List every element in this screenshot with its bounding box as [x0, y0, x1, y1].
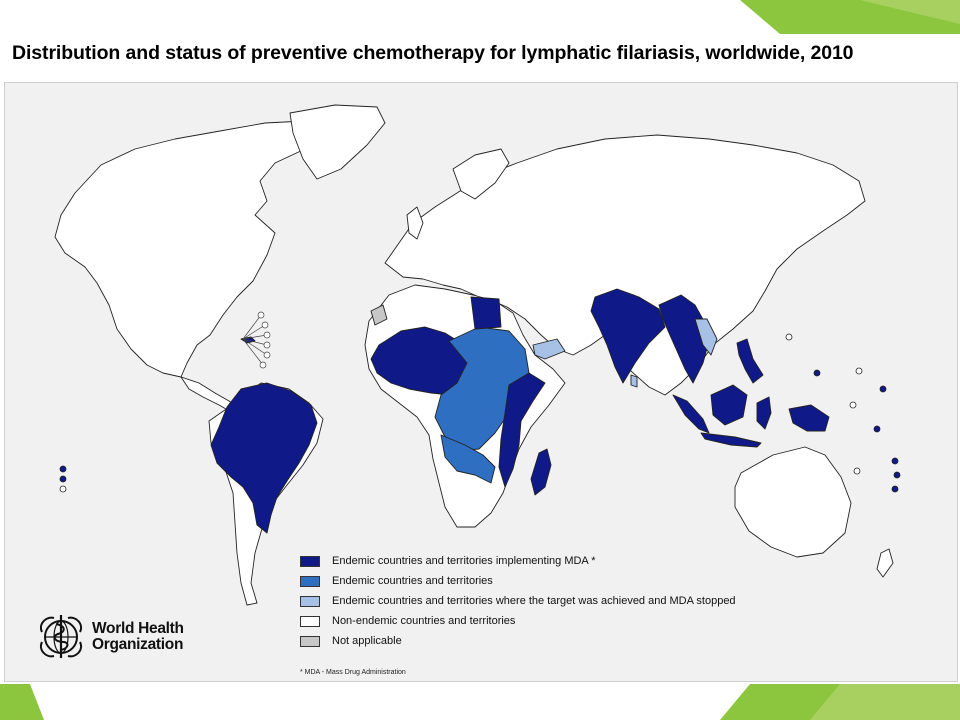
java	[701, 433, 761, 447]
legend-label: Not applicable	[332, 635, 402, 647]
legend-swatch-achieved	[300, 596, 320, 607]
borneo	[711, 385, 747, 425]
philippines	[737, 339, 763, 383]
legend-swatch-mda	[300, 556, 320, 567]
caribbean-callouts	[243, 312, 270, 368]
madagascar	[531, 449, 551, 495]
who-logo-text	[92, 621, 184, 653]
legend-label: Endemic countries and territories where the target was achieved and MDA stopped	[332, 595, 736, 607]
new-zealand	[877, 549, 893, 577]
top-right-accent	[730, 0, 960, 34]
map-legend	[300, 551, 736, 651]
sulawesi	[757, 397, 771, 429]
legend-label: Endemic countries and territories implementing MDA *	[332, 555, 596, 567]
bottom-right-accent	[690, 684, 960, 720]
page-title: Distribution and status of preventive chemotherapy for lymphatic filariasis, worldwide, 2010	[12, 42, 854, 64]
egypt	[471, 297, 501, 329]
legend-swatch-non-endemic	[300, 616, 320, 627]
greenland	[290, 105, 385, 179]
new-guinea	[789, 405, 829, 431]
who-line-1: World Health	[92, 620, 184, 637]
north-america	[55, 121, 335, 377]
legend-label: Non-endemic countries and territories	[332, 615, 516, 627]
legend-swatch-not-applicable	[300, 636, 320, 647]
legend-item	[300, 611, 736, 631]
legend-item	[300, 571, 736, 591]
bottom-left-accent	[0, 684, 44, 720]
legend-footnote: * MDA - Mass Drug Administration	[300, 669, 406, 676]
legend-item	[300, 551, 736, 571]
legend-item	[300, 591, 736, 611]
legend-swatch-endemic	[300, 576, 320, 587]
sumatra	[673, 395, 709, 433]
legend-label: Endemic countries and territories	[332, 575, 493, 587]
who-emblem-icon	[36, 612, 86, 662]
sri-lanka	[631, 375, 637, 387]
legend-item	[300, 631, 736, 651]
who-line-2: Organization	[92, 636, 184, 653]
who-logo	[36, 612, 184, 662]
australia	[735, 447, 851, 557]
